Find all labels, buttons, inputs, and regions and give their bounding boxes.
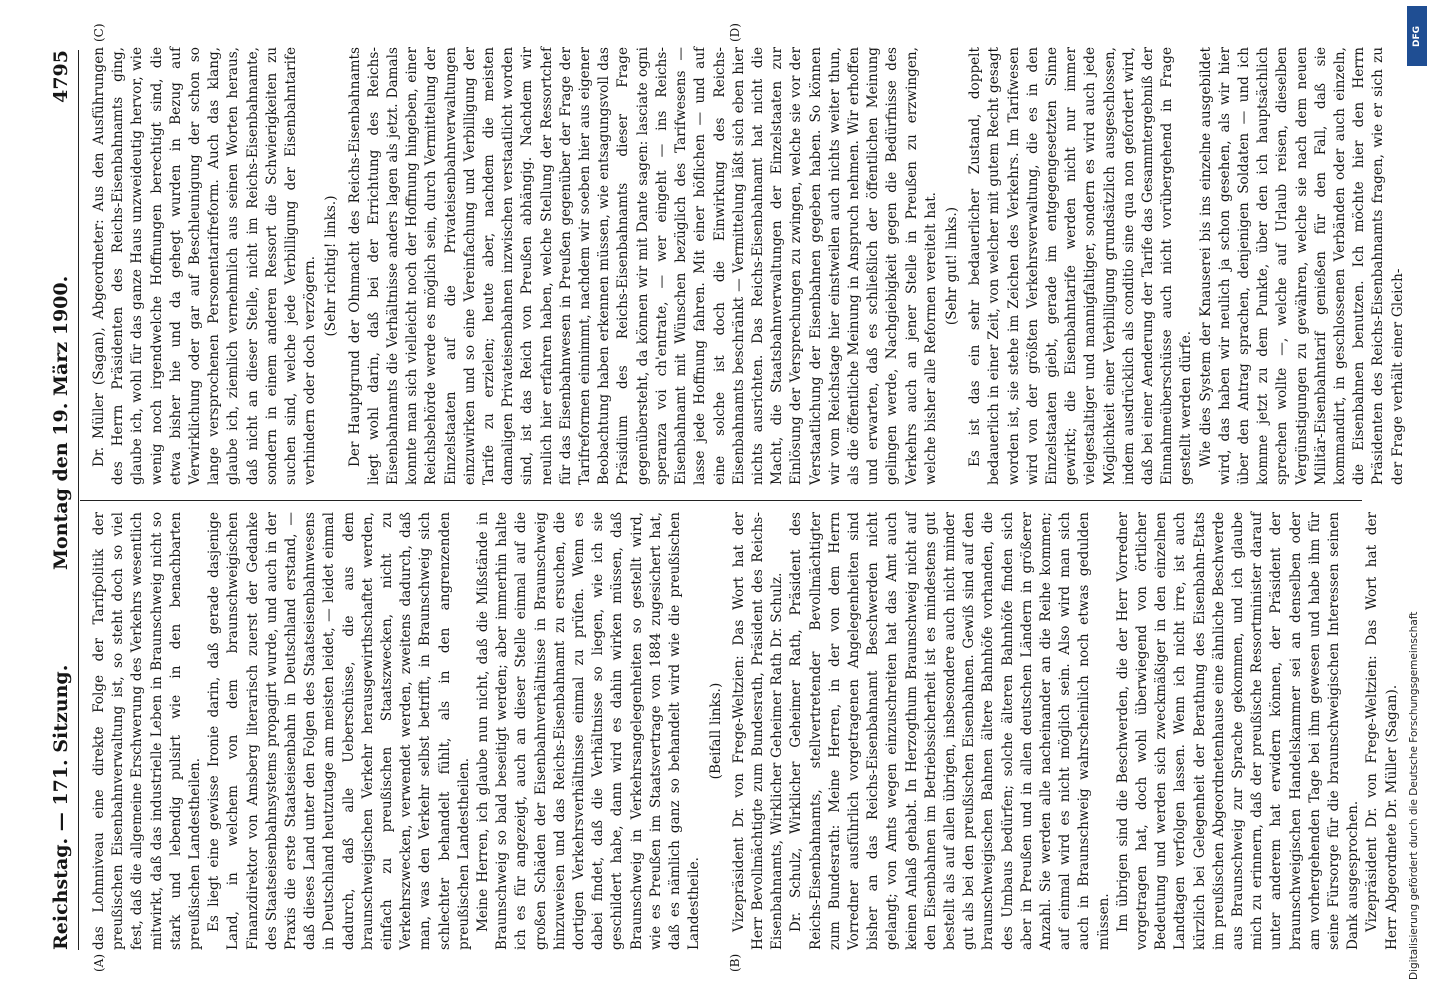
left-column-paragraph: (Beifall links.)	[707, 682, 724, 780]
margin-marker-c: (C)	[92, 23, 106, 42]
left-column-paragraph: Meine Herren, ich glaube nun nicht, daß die Mißstände in Braunschweig so bald beseitigt werden; aber immerhin halte ich es für angezeigt, auch an dieser Stelle einmal auf die großen Schäden der Eisenbahnverhältnisse in Braunschweig hinzuweisen und das Reichs-Eisenbahnamt zu ersuchen, die dortigen Verkehrsverhältnisse einmal zu prüfen. Wenn es dabei findet, daß die Verhältnisse so liegen, wie ich sie geschildert habe, dann wird es dahin wirken müssen, daß Braunschweig in Verkehrsangelegenheiten so gestellt wird, wie es Preußen im Staatsvertrage von 1884 zugesichert hat, daß es nämlich ganz so behandelt wird wie die preußischen Landestheile.	[475, 512, 703, 950]
left-column-paragraph: Dr. Schulz, Wirklicher Geheimer Rath, Präsident des Reichs-Eisenbahnamts, stellvertretender Bevollmächtigter zum Bundesrath: Meine Herren, in der von dem Herrn Vorredner ausführlich vorgetragenen Angelegenheiten sind bisher an das Reichs-Eisenbahnamt Beschwerden nicht gelangt; von Amts wegen einzuschreiten hat das Amt auch keinen Anlaß gehabt. In Herzogthum Braunschweig nicht auf den Eisenbahnen im Betriebssicherheit ist es mindestens gut bestellt als auf allen übrigen, insbesondere auch nicht minder gut als bei den preußischen Eisenbahnen. Gewiß sind auf den braunschweigischen Bahnen ältere Bahnhöfe vorhanden, die des Umbaus bedürfen; solche älteren Bahnhöfe finden sich aber in Preußen und in allen deutschen Ländern in größerer Anzahl. Sie werden alle nacheinander an die Reihe kommen; auf einmal wird es nicht möglich sein. Also wird man sich auch in Braunschweig wahrscheinlich noch etwas gedulden müssen.	[788, 512, 1112, 950]
right-column-paragraph: Es ist das ein sehr bedauerlicher Zustand, doppelt bedauerlich in einer Zeit, von welcher mit gutem Recht gesagt worden ist, sie stehe im Zeichen des Verkehrs. Im Tarifwesen wird von der größten Verkehrsverwaltung, die es in den Einzelstaaten giebt, gerade im entgegengesetzten Sinne gewirkt; die Eisenbahntarife werden nicht nur immer vielgestaltiger und mannigfaltiger, sondern es wird auch jede Möglichkeit einer Verbilligung grundsätzlich ausgeschlossen, indem ausdrücklich als conditio sine qua non gefordert wird, daß bei einer Aenderung der Tarife das Gesammtergebniß der Einnahmeüberschüsse auch nicht vorübergehend in Frage gestellt werden dürfe.	[967, 47, 1195, 485]
header-date: Montag den 19. März 1900.	[50, 275, 72, 570]
running-header	[50, 50, 76, 950]
right-column-paragraph: (Sehr gut! links.)	[943, 206, 960, 326]
right-column-paragraph: Wie dies System der Knauserei bis ins einzelne ausgebildet wird, das haben wir neulich ja schon gesehen, als wir hier über den Antrag sprachen, denjenigen Soldaten — und ich komme jetzt zu dem Punkte, über den ich hauptsächlich sprechen wollte —, welche auf Urlaub reisen, dieselben Vergünstigungen zu gewähren, welche sie nach dem neuen Militär-Eisenbahntarif genießen für den Fall, daß sie kommandirt, in geschlossenen Verbänden oder auch einzeln, die Eisenbahnen benutzen. Ich möchte hier den Herrn Präsidenten des Reichs-Eisenbahnamts fragen, wie er sich zu der Frage verhält einer Gleich-	[1197, 47, 1406, 485]
dfg-sidebar	[1406, 0, 1430, 1000]
digitization-credit: Digitalisierung gefördert durch die Deutsche Forschungsgemeinschaft	[1408, 611, 1420, 980]
margin-marker-d: (D)	[728, 23, 742, 42]
header-rule	[78, 50, 79, 950]
margin-marker-a: (A)	[92, 953, 106, 972]
margin-marker-b: (B)	[728, 953, 742, 972]
left-column	[90, 512, 1402, 950]
left-column-paragraph: Vizepräsident Dr. von Frege-Weltzien: Das Wort hat der Herr Abgeordnete Dr. Müller (Sagan).	[1364, 512, 1400, 950]
right-column	[90, 47, 1408, 485]
dfg-logo: DFG	[1407, 6, 1427, 66]
page-number: 4795	[50, 50, 72, 103]
column-divider	[80, 500, 1362, 501]
left-column-paragraph: Vizepräsident Dr. von Frege-Weltzien: Das Wort hat der Herr Bevollmächtigte zum Bundesrath, Präsident des Reichs-Eisenbahnamts, Wirklicher Geheimer Rath Dr. Schulz.	[730, 512, 786, 950]
left-column-paragraph: das Lohnniveau eine direkte Folge der Tarifpolitik der preußischen Eisenbahnverwaltung ist, so steht doch so viel fest, daß die allgemeine Erschwerung des Verkehrs wesentlich mitwirkt, daß das industrielle Leben in Braunschweig nicht so stark und lebendig pulsirt wie in den benachbarten preußischen Landestheilen.	[91, 512, 204, 950]
right-column-paragraph: Der Hauptgrund der Ohnmacht des Reichs-Eisenbahnamts liegt wohl darin, daß bei der Errichtung des Reichs-Eisenbahnamts die Verhältnisse anders lagen als jetzt. Damals konnte man sich vielleicht noch der Hoffnung hingeben, einer Reichsbehörde werde es möglich sein, durch Vermittelung der Einzelstaaten auf die Privateisenbahnverwaltungen einzuwirken und so eine Vereinfachung und Verbilligung der Tarife zu erzielen; heute aber, nachdem die meisten damaligen Privateisenbahnen inzwischen verstaatlicht worden sind, ist das Reich von Preußen abhängig. Nachdem wir neulich hier erfahren haben, welche Stellung der Ressortchef für das Eisenbahnwesen in Preußen gegenüber der Frage der Tarifreformen einnimmt, nachdem wir soeben hier aus eigener Beobachtung haben erkennen müssen, wie entsagungsvoll das Präsidium des Reichs-Eisenbahnamts dieser Frage gegenübersteht, da können wir mit Dante sagen: lasciate ogni speranza voi ch'entrate, — wer eingeht — ins Reichs-Eisenbahnamt mit Wünschen bezüglich des Tarifwesens — lasse jede Hoffnung fahren. Mit einer höflichen — und auf eine solche ist doch die Einwirkung des Reichs-Eisenbahnamts beschränkt — Vermittelung läßt sich eben hier nichts ausrichten. Das Reichs-Eisenbahnamt hat nicht die Macht, die Staatsbahnverwaltungen der Einzelstaaten zur Einlösung der Versprechungen zu zwingen, welche sie vor der Verstaatlichung der Eisenbahnen gegeben haben. So können wir vom Reichstage hier einstweilen auch nichts weiter thun, als die öffentliche Meinung in Anspruch nehmen. Wir erhoffen und erwarten, daß es schließlich der öffentlichen Meinung gelingen werde, Nachgiebigkeit gegen die Bedürfnisse des Verkehrs auch an jener Stelle in Preußen zu erzwingen, welche bisher alle Reformen vereitelt hat.	[346, 47, 939, 485]
right-column-paragraph: Dr. Müller (Sagan), Abgeordneter: Aus den Ausführungen des Herrn Präsidenten des Reichs-Eisenbahnamts ging, glaube ich, wohl für das ganze Haus unzweideutig hervor, wie wenig noch irgendwelche Hoffnungen berechtigt sind, die etwa bisher hie und da gehegt wurden in Bezug auf Verwirklichung oder gar auf Beschleunigung der schon so lange versprochenen Personentarifreform. Auch das klang, glaube ich, ziemlich vernehmlich aus seinen Worten heraus, daß nicht an dieser Stelle, nicht im Reichs-Eisenbahnamte, sondern in einem anderen Ressort die Schwierigkeiten zu suchen sind, welche jede Verbilligung der Eisenbahntarife verhindern oder doch verzögern.	[91, 47, 319, 485]
left-column-paragraph: Im übrigen sind die Beschwerden, die der Herr Vorredner vorgetragen hat, doch wohl überwiegend von örtlicher Bedeutung und werden sich zweckmäßiger in den einzelnen Landtagen verfolgen lassen. Wenn ich nicht irre, ist auch kürzlich bei Gelegenheit der Berathung des Eisenbahn-Etats im preußischen Abgeordnetenhause eine ähnliche Beschwerde aus Braunschweig zur Sprache gekommen, und ich glaube mich zu erinnern, daß der preußische Ressortminister darauf unter anderem hat erwidern können, der Präsident der braunschweigischen Handelskammer sei an denselben oder am vorhergehenden Tage bei ihm gewesen und habe ihm für seine Fürsorge für die braunschweigischen Interessen seinen Dank ausgesprochen.	[1114, 512, 1362, 950]
header-session: Reichstag. — 171. Sitzung.	[50, 664, 72, 950]
right-column-paragraph: (Sehr richtig! links.)	[323, 195, 340, 337]
left-column-paragraph: Es liegt eine gewisse Ironie darin, daß gerade dasjenige Land, in welchem von dem braunschweigischen Finanzdirektor von Amsberg literarisch zuerst der Gedanke des Staatseisenbahnsystems propagirt wurde, und auch in der Praxis die erste Staatseisenbahn in Deutschland erstand, — daß dieses Land unter den Folgen des Staatseisenbahnwesens in Deutschland heutzutage am meisten leidet, — leidet einmal dadurch, daß alle Ueberschüsse, die aus dem braunschweigischen Verkehr herausgewirthschaftet werden, einfach zu preußischen Staatszwecken, nicht zu Verkehrszwecken, verwendet werden, zweitens dadurch, daß man, was den Verkehr selbst betrifft, in Braunschweig sich schlechter behandelt fühlt, als in den angrenzenden preußischen Landestheilen.	[206, 512, 472, 950]
